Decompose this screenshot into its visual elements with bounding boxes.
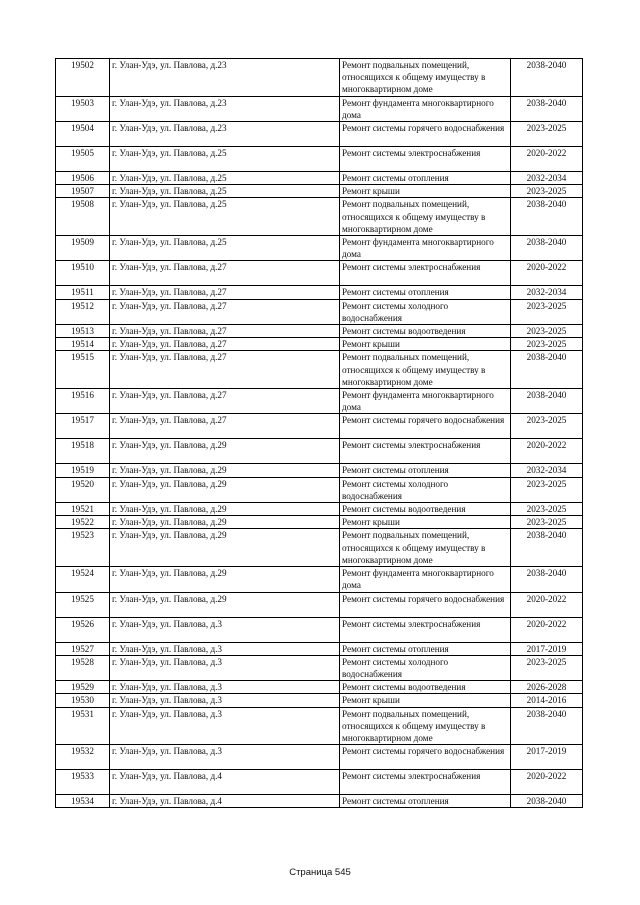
row-id-cell: 19520 (56, 477, 110, 502)
period-cell: 2038-2040 (511, 567, 583, 592)
row-id-cell: 19502 (56, 59, 110, 97)
work-type-cell: Ремонт системы горячего водоснабжения (340, 414, 511, 439)
period-cell: 2023-2025 (511, 299, 583, 324)
address-cell: г. Улан-Удэ, ул. Павлова, д.29 (110, 439, 340, 464)
work-type-cell: Ремонт системы электроснабжения (340, 439, 511, 464)
row-id-cell: 19513 (56, 325, 110, 338)
table-row (56, 96, 583, 121)
row-id-cell: 19508 (56, 198, 110, 236)
work-type-cell: Ремонт системы горячего водоснабжения (340, 122, 511, 147)
period-cell: 2023-2025 (511, 414, 583, 439)
address-cell: г. Улан-Удэ, ул. Павлова, д.29 (110, 516, 340, 529)
work-type-cell: Ремонт системы водоотведения (340, 681, 511, 694)
table-row (56, 198, 583, 236)
work-type-cell: Ремонт фундамента многоквартирного дома (340, 96, 511, 121)
period-cell: 2023-2025 (511, 325, 583, 338)
period-cell: 2023-2025 (511, 503, 583, 516)
row-id-cell: 19515 (56, 351, 110, 389)
period-cell: 2020-2022 (511, 261, 583, 286)
work-type-cell: Ремонт подвальных помещений, относящихся к общему имуществу в многоквартирном доме (340, 707, 511, 745)
period-cell: 2014-2016 (511, 694, 583, 707)
address-cell: г. Улан-Удэ, ул. Павлова, д.23 (110, 122, 340, 147)
table-row (56, 185, 583, 198)
table-row (56, 325, 583, 338)
period-cell: 2020-2022 (511, 617, 583, 642)
table-row (56, 351, 583, 389)
table-row (56, 286, 583, 299)
address-cell: г. Улан-Удэ, ул. Павлова, д.27 (110, 338, 340, 351)
work-type-cell: Ремонт крыши (340, 338, 511, 351)
period-cell: 2023-2025 (511, 477, 583, 502)
address-cell: г. Улан-Удэ, ул. Павлова, д.25 (110, 147, 340, 172)
table-row (56, 655, 583, 680)
period-cell: 2038-2040 (511, 707, 583, 745)
table-row (56, 147, 583, 172)
row-id-cell: 19534 (56, 795, 110, 808)
period-cell: 2023-2025 (511, 516, 583, 529)
period-cell: 2038-2040 (511, 795, 583, 808)
row-id-cell: 19511 (56, 286, 110, 299)
address-cell: г. Улан-Удэ, ул. Павлова, д.4 (110, 770, 340, 795)
period-cell: 2023-2025 (511, 338, 583, 351)
period-cell: 2038-2040 (511, 96, 583, 121)
table-row (56, 59, 583, 97)
work-type-cell: Ремонт системы отопления (340, 172, 511, 185)
period-cell: 2020-2022 (511, 592, 583, 617)
table-row (56, 261, 583, 286)
address-cell: г. Улан-Удэ, ул. Павлова, д.25 (110, 185, 340, 198)
period-cell: 2038-2040 (511, 529, 583, 567)
work-type-cell: Ремонт фундамента многоквартирного дома (340, 389, 511, 414)
table-row (56, 617, 583, 642)
address-cell: г. Улан-Удэ, ул. Павлова, д.3 (110, 694, 340, 707)
work-type-cell: Ремонт системы горячего водоснабжения (340, 592, 511, 617)
row-id-cell: 19517 (56, 414, 110, 439)
address-cell: г. Улан-Удэ, ул. Павлова, д.29 (110, 567, 340, 592)
address-cell: г. Улан-Удэ, ул. Павлова, д.4 (110, 795, 340, 808)
address-cell: г. Улан-Удэ, ул. Павлова, д.3 (110, 681, 340, 694)
row-id-cell: 19506 (56, 172, 110, 185)
work-type-cell: Ремонт системы горячего водоснабжения (340, 745, 511, 770)
address-cell: г. Улан-Удэ, ул. Павлова, д.25 (110, 198, 340, 236)
work-type-cell: Ремонт подвальных помещений, относящихся к общему имуществу в многоквартирном доме (340, 198, 511, 236)
row-id-cell: 19527 (56, 642, 110, 655)
address-cell: г. Улан-Удэ, ул. Павлова, д.23 (110, 96, 340, 121)
address-cell: г. Улан-Удэ, ул. Павлова, д.3 (110, 617, 340, 642)
table-row (56, 439, 583, 464)
address-cell: г. Улан-Удэ, ул. Павлова, д.27 (110, 389, 340, 414)
row-id-cell: 19526 (56, 617, 110, 642)
row-id-cell: 19522 (56, 516, 110, 529)
period-cell: 2020-2022 (511, 770, 583, 795)
address-cell: г. Улан-Удэ, ул. Павлова, д.25 (110, 172, 340, 185)
row-id-cell: 19516 (56, 389, 110, 414)
row-id-cell: 19503 (56, 96, 110, 121)
table-row (56, 642, 583, 655)
work-type-cell: Ремонт системы электроснабжения (340, 617, 511, 642)
address-cell: г. Улан-Удэ, ул. Павлова, д.27 (110, 261, 340, 286)
table-row (56, 389, 583, 414)
period-cell: 2038-2040 (511, 389, 583, 414)
row-id-cell: 19525 (56, 592, 110, 617)
period-cell: 2020-2022 (511, 147, 583, 172)
row-id-cell: 19519 (56, 464, 110, 477)
period-cell: 2038-2040 (511, 351, 583, 389)
period-cell: 2023-2025 (511, 122, 583, 147)
period-cell: 2038-2040 (511, 198, 583, 236)
address-cell: г. Улан-Удэ, ул. Павлова, д.29 (110, 477, 340, 502)
row-id-cell: 19530 (56, 694, 110, 707)
table-row (56, 338, 583, 351)
work-type-cell: Ремонт системы электроснабжения (340, 147, 511, 172)
work-type-cell: Ремонт системы холодного водоснабжения (340, 477, 511, 502)
row-id-cell: 19533 (56, 770, 110, 795)
table-row (56, 299, 583, 324)
address-cell: г. Улан-Удэ, ул. Павлова, д.29 (110, 464, 340, 477)
address-cell: г. Улан-Удэ, ул. Павлова, д.29 (110, 592, 340, 617)
period-cell: 2032-2034 (511, 464, 583, 477)
work-type-cell: Ремонт крыши (340, 516, 511, 529)
row-id-cell: 19523 (56, 529, 110, 567)
address-cell: г. Улан-Удэ, ул. Павлова, д.27 (110, 351, 340, 389)
work-type-cell: Ремонт системы холодного водоснабжения (340, 299, 511, 324)
row-id-cell: 19512 (56, 299, 110, 324)
work-type-cell: Ремонт фундамента многоквартирного дома (340, 567, 511, 592)
row-id-cell: 19532 (56, 745, 110, 770)
row-id-cell: 19509 (56, 236, 110, 261)
address-cell: г. Улан-Удэ, ул. Павлова, д.27 (110, 414, 340, 439)
table-row (56, 707, 583, 745)
address-cell: г. Улан-Удэ, ул. Павлова, д.3 (110, 707, 340, 745)
table-row (56, 795, 583, 808)
period-cell: 2032-2034 (511, 172, 583, 185)
table-row (56, 503, 583, 516)
work-type-cell: Ремонт системы отопления (340, 286, 511, 299)
work-type-cell: Ремонт подвальных помещений, относящихся к общему имуществу в многоквартирном доме (340, 59, 511, 97)
address-cell: г. Улан-Удэ, ул. Павлова, д.3 (110, 745, 340, 770)
row-id-cell: 19518 (56, 439, 110, 464)
table-row (56, 592, 583, 617)
table-row (56, 122, 583, 147)
table-row (56, 681, 583, 694)
table-row (56, 567, 583, 592)
table-row (56, 529, 583, 567)
period-cell: 2023-2025 (511, 655, 583, 680)
table-body (56, 59, 583, 808)
address-cell: г. Улан-Удэ, ул. Павлова, д.27 (110, 325, 340, 338)
work-type-cell: Ремонт системы электроснабжения (340, 261, 511, 286)
address-cell: г. Улан-Удэ, ул. Павлова, д.29 (110, 529, 340, 567)
repair-schedule-table (55, 58, 583, 808)
period-cell: 2017-2019 (511, 642, 583, 655)
work-type-cell: Ремонт подвальных помещений, относящихся к общему имуществу в многоквартирном доме (340, 529, 511, 567)
work-type-cell: Ремонт системы отопления (340, 464, 511, 477)
row-id-cell: 19531 (56, 707, 110, 745)
address-cell: г. Улан-Удэ, ул. Павлова, д.27 (110, 299, 340, 324)
address-cell: г. Улан-Удэ, ул. Павлова, д.29 (110, 503, 340, 516)
row-id-cell: 19528 (56, 655, 110, 680)
period-cell: 2020-2022 (511, 439, 583, 464)
page-number: Страница 545 (289, 867, 351, 878)
table-row (56, 477, 583, 502)
table-row (56, 172, 583, 185)
address-cell: г. Улан-Удэ, ул. Павлова, д.23 (110, 59, 340, 97)
row-id-cell: 19505 (56, 147, 110, 172)
row-id-cell: 19529 (56, 681, 110, 694)
period-cell: 2038-2040 (511, 236, 583, 261)
work-type-cell: Ремонт фундамента многоквартирного дома (340, 236, 511, 261)
table-row (56, 236, 583, 261)
row-id-cell: 19514 (56, 338, 110, 351)
table-row (56, 516, 583, 529)
address-cell: г. Улан-Удэ, ул. Павлова, д.25 (110, 236, 340, 261)
work-type-cell: Ремонт системы отопления (340, 642, 511, 655)
period-cell: 2032-2034 (511, 286, 583, 299)
period-cell: 2038-2040 (511, 59, 583, 97)
row-id-cell: 19521 (56, 503, 110, 516)
row-id-cell: 19524 (56, 567, 110, 592)
table-row (56, 745, 583, 770)
work-type-cell: Ремонт системы водоотведения (340, 325, 511, 338)
row-id-cell: 19510 (56, 261, 110, 286)
work-type-cell: Ремонт системы электроснабжения (340, 770, 511, 795)
address-cell: г. Улан-Удэ, ул. Павлова, д.27 (110, 286, 340, 299)
work-type-cell: Ремонт системы холодного водоснабжения (340, 655, 511, 680)
address-cell: г. Улан-Удэ, ул. Павлова, д.3 (110, 655, 340, 680)
period-cell: 2023-2025 (511, 185, 583, 198)
work-type-cell: Ремонт системы отопления (340, 795, 511, 808)
work-type-cell: Ремонт крыши (340, 694, 511, 707)
address-cell: г. Улан-Удэ, ул. Павлова, д.3 (110, 642, 340, 655)
work-type-cell: Ремонт системы водоотведения (340, 503, 511, 516)
period-cell: 2017-2019 (511, 745, 583, 770)
period-cell: 2026-2028 (511, 681, 583, 694)
table-row (56, 694, 583, 707)
row-id-cell: 19507 (56, 185, 110, 198)
work-type-cell: Ремонт крыши (340, 185, 511, 198)
table-row (56, 770, 583, 795)
row-id-cell: 19504 (56, 122, 110, 147)
work-type-cell: Ремонт подвальных помещений, относящихся к общему имуществу в многоквартирном доме (340, 351, 511, 389)
table-row (56, 464, 583, 477)
table-row (56, 414, 583, 439)
